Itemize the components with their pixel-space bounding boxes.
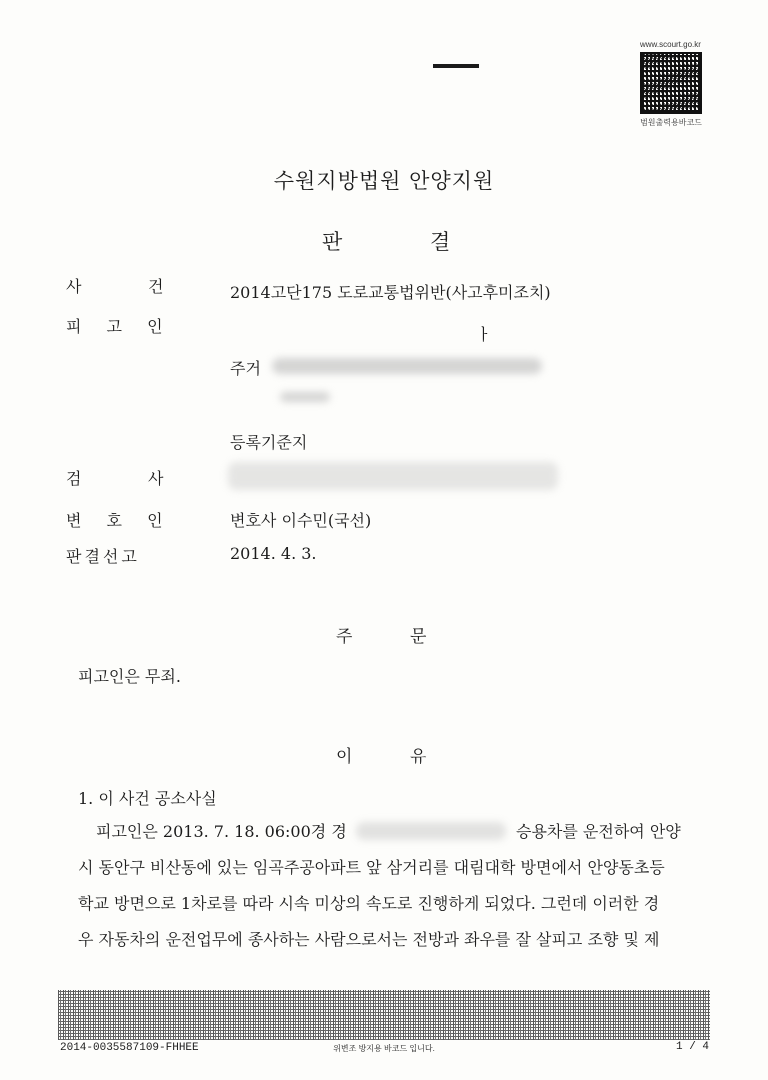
doc-title-b: 결 (430, 230, 451, 254)
redacted-vehicle (356, 822, 506, 840)
qr-url: www.scourt.go.kr (640, 40, 701, 49)
defendant-tail: ㅏ (476, 325, 492, 344)
reason-line-3: 학교 방면으로 1차로를 따라 시속 미상의 속도로 진행하게 되었다. 그런데 이러한 경 (78, 894, 660, 913)
footer-page-number: 1 / 4 (676, 1041, 710, 1053)
lawyer-value: 변호사 이수민(국선) (230, 511, 372, 530)
verdict-date-label: 판결선고 (66, 547, 140, 566)
case-label-b: 건 (148, 277, 164, 296)
top-dash-mark (433, 64, 479, 68)
section1-heading: 1. 이 사건 공소사실 (78, 789, 217, 808)
defendant-label: 피 고 인 (66, 317, 173, 336)
doc-title-a: 판 (322, 230, 343, 254)
reason-line-2: 시 동안구 비산동에 있는 임곡주공아파트 앞 삼거리를 대림대학 방면에서 안양동초등 (78, 858, 665, 877)
footer-note: 위변조 방지용 바코드 입니다. (333, 1044, 435, 1053)
security-barcode (58, 990, 710, 1040)
registration-label: 등록기준지 (230, 433, 308, 452)
order-text: 피고인은 무죄. (78, 667, 181, 686)
reason-line-4: 우 자동차의 운전업무에 종사하는 사람으로서는 전방과 좌우를 잘 살피고 조향 및 제 (78, 930, 660, 949)
case-label-a: 사 (66, 277, 92, 296)
reason-line-1a: 피고인은 2013. 7. 18. 06:00경 경 (96, 822, 347, 841)
redacted-prosecutor (228, 462, 558, 490)
prosecutor-label-b: 사 (148, 469, 164, 488)
qr-caption: 범원출력용바코드 (640, 118, 702, 127)
verdict-date-value: 2014. 4. 3. (230, 544, 317, 563)
reasons-title-b: 유 (410, 747, 427, 767)
redacted-address-2 (280, 392, 330, 402)
address-label: 주거 (230, 359, 261, 378)
reasons-title-a: 이 (336, 747, 353, 767)
case-value: 2014고단175 도로교통법위반(사고후미조치) (230, 283, 551, 302)
lawyer-label: 변 호 인 (66, 511, 173, 530)
prosecutor-label-a: 검 (66, 469, 92, 488)
footer-doc-id: 2014-0035587109-FHHEE (60, 1042, 199, 1054)
reason-line-1b: 승용차를 운전하여 안양 (516, 822, 681, 841)
order-title-a: 주 (336, 627, 353, 647)
redacted-address (272, 358, 542, 374)
order-title-b: 문 (410, 627, 427, 647)
court-name: 수원지방법원 안양지원 (273, 169, 495, 193)
qr-code (640, 52, 702, 114)
